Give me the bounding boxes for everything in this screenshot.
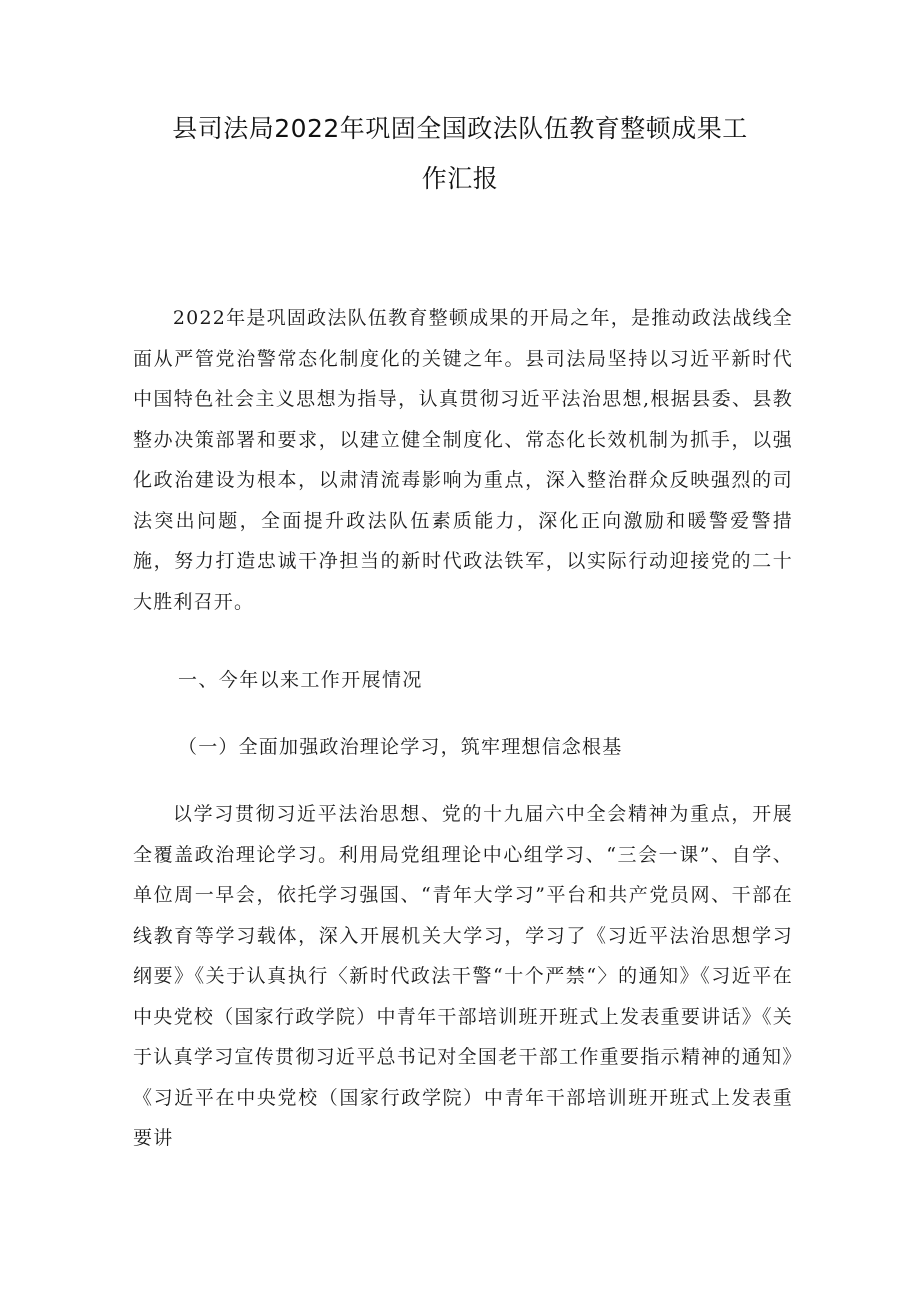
intro-paragraph: 2022年是巩固政法队伍教育整顿成果的开局之年，是推动政法战线全面从严管党治警常态化制度化的关键之年。县司法局坚持以习近平新时代中国特色社会主义思想为指导，认真贯彻习近平法治思想,根据县委、县教整办决策部署和要求，以建立健全制度化、常态化长效机制为抓手，以强化政治建设为根本，以肃清流毒影响为重点，深入整治群众反映强烈的司法突出问题，全面提升政法队伍素质能力，深化正向激励和暖警爱警措施，努力打造忠诚干净担当的新时代政法铁军，以实际行动迎接党的二十大胜利召开。 xyxy=(133,307,793,613)
section-heading-1: 一、今年以来工作开展情况 xyxy=(178,669,423,691)
document-title-line-1: 县司法局2022年巩固全国政法队伍教育整顿成果工 xyxy=(172,114,748,143)
document-title-line-2: 作汇报 xyxy=(421,164,499,193)
subsection-1-paragraph: 以学习贯彻习近平法治思想、党的十九届六中全会精神为重点，开展全覆盖政治理论学习。利用局党组理论中心组学习、“三会一课”、自学、单位周一早会，依托学习强国、“青年大学习”平台和共产党员网、干部在线教育等学习载体，深入开展机关大学习，学习了《习近平法治思想学习纲要》《关于认真执行〈新时代政法干警“十个严禁“〉的通知》《习近平在中央党校（国家行政学院）中青年干部培训班开班式上发表重要讲话》《关于认真学习宣传贯彻习近平总书记对全国老干部工作重要指示精神的通知》《习近平在中央党校（国家行政学院）中青年干部培训班开班式上发表重要讲 xyxy=(133,803,793,1149)
subsection-heading-1: （一）全面加强政治理论学习，筑牢理想信念根基 xyxy=(178,736,623,758)
document-title xyxy=(130,104,790,204)
